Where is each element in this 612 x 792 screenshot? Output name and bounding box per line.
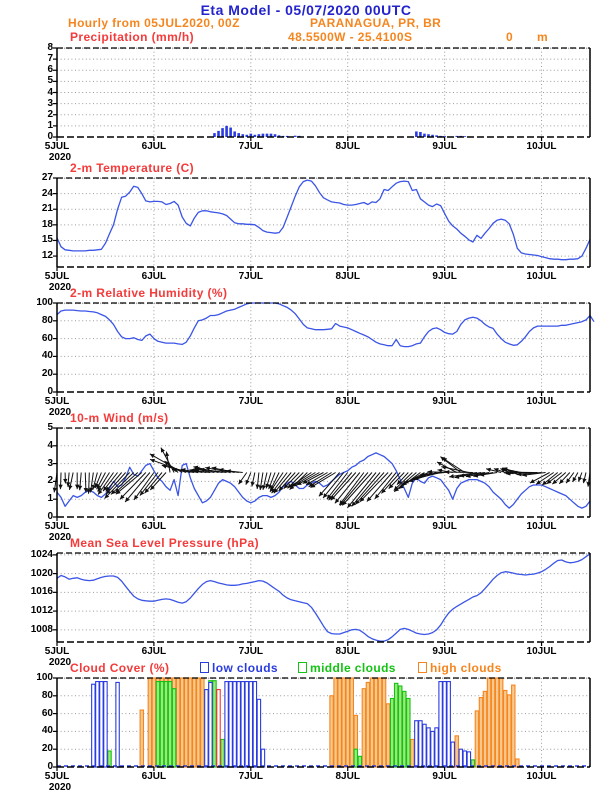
- precip-bar: [233, 131, 236, 137]
- cloud-bar: [443, 682, 446, 767]
- x-year-label: 2020: [48, 282, 72, 293]
- legend-label-low-clouds: low clouds: [212, 661, 279, 675]
- station-name: PARANAGUA, PR, BR: [310, 16, 442, 30]
- y-tick-label: 4: [47, 439, 53, 451]
- y-tick-label: 6: [47, 64, 53, 76]
- precip-bar: [274, 134, 277, 137]
- cloud-bar: [342, 678, 345, 767]
- cloud-bar: [439, 682, 442, 767]
- panel-plot-5: [53, 678, 590, 771]
- x-tick-label: 7JUL: [238, 271, 264, 282]
- series-line: [57, 180, 590, 260]
- legend-label-middle-clouds: middle clouds: [310, 661, 396, 675]
- wind-vector: [331, 473, 356, 501]
- x-tick-label: 10JUL: [526, 141, 557, 152]
- cloud-bar: [330, 696, 333, 767]
- panel-title-cloud-cover: Cloud Cover (%): [70, 661, 170, 675]
- wind-vector-head: [582, 478, 586, 483]
- cloud-bar: [346, 678, 349, 767]
- cloud-bar: [390, 698, 393, 767]
- x-year-label: 2020: [48, 532, 72, 543]
- cloud-bar: [229, 682, 232, 767]
- x-year-label: 2020: [48, 782, 72, 792]
- y-tick-label: 80: [41, 314, 53, 326]
- cloud-bar: [201, 678, 204, 767]
- station-elevation-unit: m: [537, 30, 549, 44]
- wind-vector-head: [262, 485, 266, 490]
- y-tick-label: 0: [47, 386, 53, 397]
- cloud-bar: [193, 678, 196, 767]
- x-tick-label: 6JUL: [141, 521, 167, 532]
- cloud-bar: [475, 711, 478, 767]
- cloud-bar: [382, 678, 385, 767]
- cloud-bar: [185, 678, 188, 767]
- y-tick-label: 15: [41, 234, 53, 246]
- y-tick-label: 2: [47, 108, 53, 120]
- cloud-bar: [370, 678, 373, 767]
- cloud-bar: [225, 682, 228, 767]
- x-tick-label: 6JUL: [141, 141, 167, 152]
- y-tick-label: 5: [47, 422, 53, 433]
- cloud-bar: [189, 678, 192, 767]
- cloud-bar: [140, 710, 143, 767]
- y-tick-label: 27: [41, 172, 53, 183]
- y-tick-label: 40: [41, 350, 53, 362]
- cloud-bar: [435, 728, 438, 767]
- panel-title-wind: 10-m Wind (m/s): [70, 411, 169, 425]
- x-year-label: 2020: [48, 657, 72, 668]
- y-tick-label: 0: [47, 511, 53, 522]
- cloud-bar: [148, 678, 151, 767]
- wind-vector-head: [239, 479, 243, 484]
- x-tick-label: 5JUL: [44, 396, 70, 407]
- panel-plot-0: [53, 48, 590, 141]
- y-tick-label: 100: [36, 297, 53, 308]
- cloud-bar: [479, 698, 482, 767]
- precip-bar: [229, 128, 232, 137]
- cloud-bar: [116, 682, 119, 767]
- cloud-bar: [221, 739, 224, 767]
- cloud-bar: [253, 682, 256, 767]
- cloud-bar: [241, 682, 244, 767]
- y-tick-label: 1016: [30, 586, 53, 598]
- wind-vector-head: [486, 468, 491, 472]
- y-tick-label: 18: [41, 218, 53, 230]
- cloud-bar: [338, 678, 341, 767]
- y-tick-label: 8: [47, 42, 53, 53]
- x-tick-label: 7JUL: [238, 771, 264, 782]
- cloud-bar: [180, 678, 183, 767]
- cloud-bar: [197, 678, 200, 767]
- wind-vector-head: [58, 485, 62, 490]
- cloud-bar: [419, 721, 422, 767]
- y-tick-label: 24: [41, 187, 53, 199]
- cloud-bar: [257, 699, 260, 767]
- cloud-bar: [108, 751, 111, 767]
- x-tick-label: 5JUL: [44, 141, 70, 152]
- y-tick-label: 0: [47, 131, 53, 142]
- x-tick-label: 9JUL: [432, 396, 457, 407]
- cloud-bar: [213, 681, 216, 767]
- cloud-bar: [261, 749, 264, 767]
- precip-bar: [419, 132, 422, 137]
- x-tick-label: 9JUL: [432, 771, 457, 782]
- y-tick-label: 1: [47, 493, 53, 505]
- y-tick-label: 3: [47, 457, 53, 469]
- cloud-bar: [403, 691, 406, 767]
- y-tick-label: 1024: [30, 548, 53, 560]
- legend-label-high-clouds: high clouds: [430, 661, 502, 675]
- x-tick-label: 6JUL: [141, 771, 167, 782]
- cloud-bar: [205, 690, 208, 767]
- cloud-bar: [152, 678, 155, 767]
- cloud-bar: [249, 682, 252, 767]
- x-tick-label: 7JUL: [238, 141, 264, 152]
- cloud-bar: [96, 682, 99, 767]
- precip-bar: [221, 128, 224, 137]
- legend-swatch-middle-clouds: [298, 662, 307, 673]
- panel-title-humidity: 2-m Relative Humidity (%): [70, 286, 228, 300]
- x-tick-label: 9JUL: [432, 141, 457, 152]
- x-tick-label: 10JUL: [526, 396, 557, 407]
- x-tick-label: 8JUL: [335, 396, 360, 407]
- precip-bar: [294, 136, 297, 137]
- cloud-bar: [334, 678, 337, 767]
- y-tick-label: 4: [47, 86, 53, 98]
- x-tick-label: 5JUL: [44, 646, 70, 657]
- cloud-bar: [399, 686, 402, 767]
- cloud-bar: [350, 678, 353, 767]
- page-title: Eta Model - 05/07/2020 00UTC: [200, 2, 412, 18]
- panel-plot-4: [53, 553, 590, 646]
- x-tick-label: 8JUL: [335, 646, 360, 657]
- y-tick-label: 5: [47, 75, 53, 87]
- wind-vector-head: [449, 474, 454, 478]
- panel-title-temperature: 2-m Temperature (C): [70, 161, 195, 175]
- cloud-bar: [374, 678, 377, 767]
- panel-title-precipitation: Precipitation (mm/h): [70, 30, 195, 44]
- panel-plot-2: [53, 303, 594, 396]
- panel-plot-3: [53, 428, 591, 521]
- y-tick-label: 1008: [30, 623, 53, 635]
- cloud-bar: [495, 678, 498, 767]
- cloud-bar: [156, 682, 159, 767]
- wind-vector-head: [150, 459, 155, 463]
- cloud-bar: [423, 724, 426, 767]
- wind-vector-head: [78, 486, 82, 491]
- x-tick-label: 6JUL: [141, 646, 167, 657]
- series-line: [57, 554, 590, 641]
- y-tick-label: 60: [41, 707, 53, 719]
- cloud-bar: [411, 739, 414, 767]
- cloud-bar: [447, 682, 450, 767]
- x-tick-label: 5JUL: [44, 271, 70, 282]
- wind-vector-head: [251, 482, 255, 487]
- x-tick-label: 5JUL: [44, 771, 70, 782]
- x-tick-label: 8JUL: [335, 271, 360, 282]
- y-tick-label: 21: [41, 203, 53, 215]
- precip-bar: [217, 131, 220, 137]
- y-tick-label: 0: [47, 761, 53, 772]
- cloud-bar: [407, 698, 410, 767]
- y-tick-label: 40: [41, 725, 53, 737]
- cloud-bar: [366, 682, 369, 767]
- cloud-bar: [217, 690, 220, 767]
- cloud-bar: [483, 691, 486, 767]
- cloud-bar: [451, 742, 454, 767]
- legend-swatch-low-clouds: [200, 662, 209, 673]
- y-tick-label: 1012: [30, 605, 53, 617]
- cloud-bar: [160, 682, 163, 767]
- cloud-bar: [92, 684, 95, 767]
- x-tick-label: 5JUL: [44, 521, 70, 532]
- x-tick-label: 9JUL: [432, 521, 457, 532]
- cloud-bar: [512, 685, 515, 767]
- x-tick-label: 7JUL: [238, 396, 264, 407]
- wind-vector-head: [445, 470, 450, 474]
- y-tick-label: 3: [47, 97, 53, 109]
- wind-vector-head: [536, 480, 541, 484]
- precip-bar: [415, 131, 418, 137]
- y-tick-label: 80: [41, 689, 53, 701]
- run-subtitle: Hourly from 05JUL2020, 00Z: [68, 16, 240, 30]
- cloud-bar: [516, 759, 519, 767]
- cloud-bar: [354, 749, 357, 767]
- cloud-bar: [168, 682, 171, 767]
- x-tick-label: 10JUL: [526, 521, 557, 532]
- x-tick-label: 7JUL: [238, 521, 264, 532]
- x-tick-label: 8JUL: [335, 141, 360, 152]
- wind-vector: [375, 473, 396, 499]
- cloud-bar: [164, 682, 167, 767]
- cloud-bar: [233, 682, 236, 767]
- series-line: [57, 303, 594, 347]
- x-tick-label: 8JUL: [335, 771, 360, 782]
- cloud-bar: [455, 736, 458, 767]
- cloud-bar: [487, 678, 490, 767]
- cloud-bar: [245, 682, 248, 767]
- series-line: [57, 453, 590, 508]
- x-tick-label: 10JUL: [526, 771, 557, 782]
- y-tick-label: 1020: [30, 567, 53, 579]
- y-tick-label: 60: [41, 332, 53, 344]
- y-tick-label: 100: [36, 672, 53, 683]
- x-tick-label: 9JUL: [432, 646, 457, 657]
- y-tick-label: 20: [41, 368, 53, 380]
- station-elevation-value: 0: [506, 30, 514, 44]
- y-tick-label: 1: [47, 119, 53, 131]
- wind-vector-head: [134, 495, 138, 500]
- cloud-bar: [100, 682, 103, 767]
- cloud-bar: [378, 678, 381, 767]
- y-tick-label: 20: [41, 743, 53, 755]
- cloud-bar: [427, 728, 430, 767]
- cloud-bar: [431, 731, 434, 767]
- x-tick-label: 8JUL: [335, 521, 360, 532]
- x-tick-label: 10JUL: [526, 646, 557, 657]
- cloud-bar: [499, 678, 502, 767]
- wind-vector-head: [566, 478, 570, 483]
- cloud-bar: [394, 683, 397, 767]
- legend-swatch-high-clouds: [418, 662, 427, 673]
- panel-plot-1: [53, 178, 590, 271]
- station-coordinates: 48.5500W - 25.4100S: [288, 30, 413, 44]
- cloud-bar: [459, 749, 462, 767]
- cloud-bar: [467, 752, 470, 767]
- cloud-bar: [386, 704, 389, 767]
- wind-vector-head: [162, 464, 167, 468]
- y-tick-label: 2: [47, 475, 53, 487]
- cloud-bar: [504, 690, 507, 767]
- panel-title-pressure: Mean Sea Level Pressure (hPa): [70, 536, 260, 550]
- wind-vector-head: [68, 485, 72, 490]
- cloud-bar: [508, 695, 511, 767]
- x-tick-label: 6JUL: [141, 396, 167, 407]
- x-tick-label: 9JUL: [432, 271, 457, 282]
- cloud-bar: [415, 721, 418, 767]
- cloud-bar: [491, 678, 494, 767]
- x-tick-label: 6JUL: [141, 271, 167, 282]
- cloud-bar: [463, 751, 466, 767]
- x-tick-label: 10JUL: [526, 271, 557, 282]
- cloud-bar: [237, 682, 240, 767]
- cloud-bar: [104, 682, 107, 767]
- cloud-bar: [176, 678, 179, 767]
- precip-bar: [225, 126, 228, 137]
- y-tick-label: 7: [47, 53, 53, 65]
- x-year-label: 2020: [48, 152, 72, 163]
- y-tick-label: 12: [41, 250, 53, 262]
- cloud-bar: [172, 689, 175, 767]
- x-tick-label: 7JUL: [238, 646, 264, 657]
- x-year-label: 2020: [48, 407, 72, 418]
- cloud-bar: [209, 682, 212, 767]
- cloud-bar: [362, 689, 365, 767]
